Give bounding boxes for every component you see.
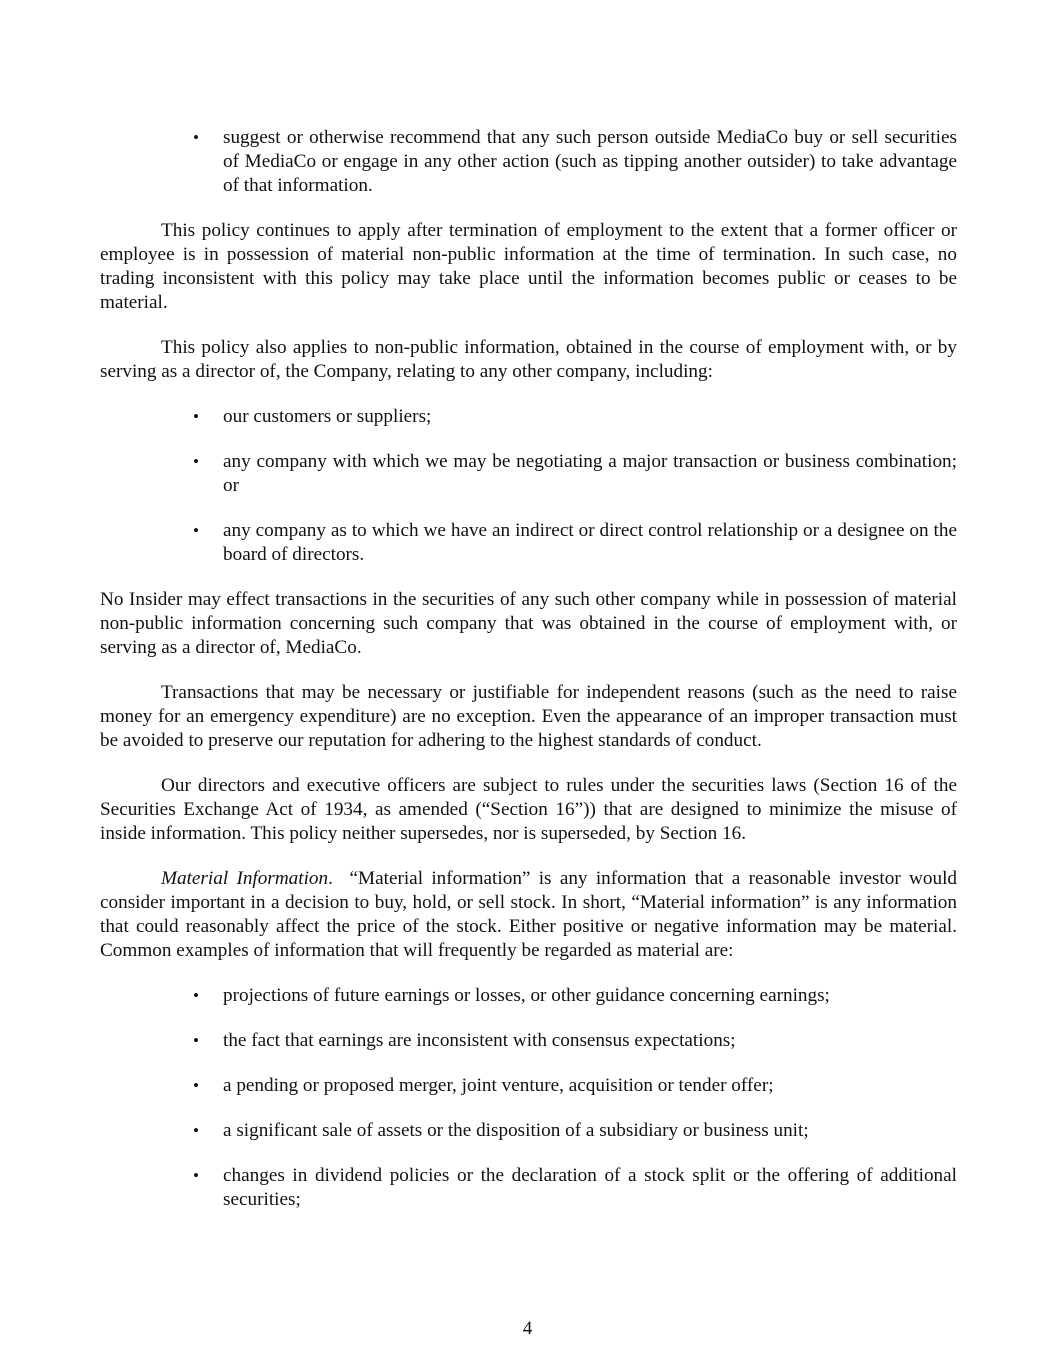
- bullet-icon: •: [193, 1121, 199, 1140]
- bullet-icon: •: [193, 986, 199, 1005]
- bullet-icon: •: [193, 1031, 199, 1050]
- continued-bullet-list: [100, 126, 957, 198]
- paragraph-transactions: Transactions that may be necessary or justifiable for independent reasons (such as the need to raise money for an emergency expenditure) are no exception. Even the appearance of an improper transaction must be avoided to preserve our reputation for adhering to the highest standards of conduct.: [100, 682, 957, 751]
- material-information-text: “Material information” is any information that a reasonable investor would consider important in a decision to buy, hold, or sell stock. In short, “Material information” is any information that could reasonably affect the price of the stock. Either positive or negative information may be material. Common examples of information that will frequently be regarded as material are:: [100, 868, 957, 961]
- list-item: [100, 1119, 957, 1143]
- list-item: [100, 519, 957, 567]
- list-item-text: projections of future earnings or losses, or other guidance concerning earnings;: [223, 985, 830, 1006]
- list-item: [100, 1029, 957, 1053]
- list-item-text: a significant sale of assets or the disposition of a subsidiary or business unit;: [223, 1120, 809, 1141]
- list-item-text: a pending or proposed merger, joint venture, acquisition or tender offer;: [223, 1075, 774, 1096]
- list-item-text: changes in dividend policies or the declaration of a stock split or the offering of additional securities;: [223, 1165, 957, 1210]
- list-item: [100, 1074, 957, 1098]
- page-number: 4: [522, 1318, 533, 1339]
- other-company-list: [100, 405, 957, 567]
- paragraph-termination: This policy continues to apply after termination of employment to the extent that a former officer or employee is in possession of material non-public information at the time of termination. In such case, no trading inconsistent with this policy may take place until the information becomes public or ceases to be material.: [100, 220, 957, 313]
- bullet-icon: •: [193, 1076, 199, 1095]
- bullet-icon: •: [193, 407, 199, 426]
- list-item-text: the fact that earnings are inconsistent with consensus expectations;: [223, 1030, 736, 1051]
- document-page: [100, 126, 957, 1212]
- list-item: [100, 126, 957, 198]
- list-item: [100, 1164, 957, 1212]
- material-examples-list: [100, 984, 957, 1212]
- paragraph-other-companies: This policy also applies to non-public information, obtained in the course of employment with, or by serving as a director of, the Company, relating to any other company, including:: [100, 337, 957, 382]
- list-item: [100, 450, 957, 498]
- heading-punctuation: .: [328, 868, 333, 889]
- list-item: [100, 984, 957, 1008]
- bullet-icon: •: [193, 521, 199, 540]
- bullet-icon: •: [193, 128, 199, 147]
- bullet-icon: •: [193, 452, 199, 471]
- paragraph-material-information: [100, 867, 957, 963]
- list-item: [100, 405, 957, 429]
- list-item-text: any company as to which we have an indirect or direct control relationship or a designee on the board of directors.: [223, 520, 957, 565]
- paragraph-no-insider: No Insider may effect transactions in the securities of any such other company while in possession of material non-public information concerning such company that was obtained in the course of employment with, or serving as a director of, MediaCo.: [100, 589, 957, 658]
- material-information-heading: Material Information: [161, 868, 329, 889]
- bullet-icon: •: [193, 1166, 199, 1185]
- list-item-text: suggest or otherwise recommend that any such person outside MediaCo buy or sell securities of MediaCo or engage in any other action (such as tipping another outsider) to take advantage of that information.: [223, 127, 957, 196]
- paragraph-section-16: Our directors and executive officers are subject to rules under the securities laws (Section 16 of the Securities Exchange Act of 1934, as amended (“Section 16”)) that are designed to minimize the misuse of inside information. This policy neither supersedes, nor is superseded, by Section 16.: [100, 775, 957, 844]
- list-item-text: our customers or suppliers;: [223, 406, 432, 427]
- list-item-text: any company with which we may be negotiating a major transaction or business combination; or: [223, 451, 957, 496]
